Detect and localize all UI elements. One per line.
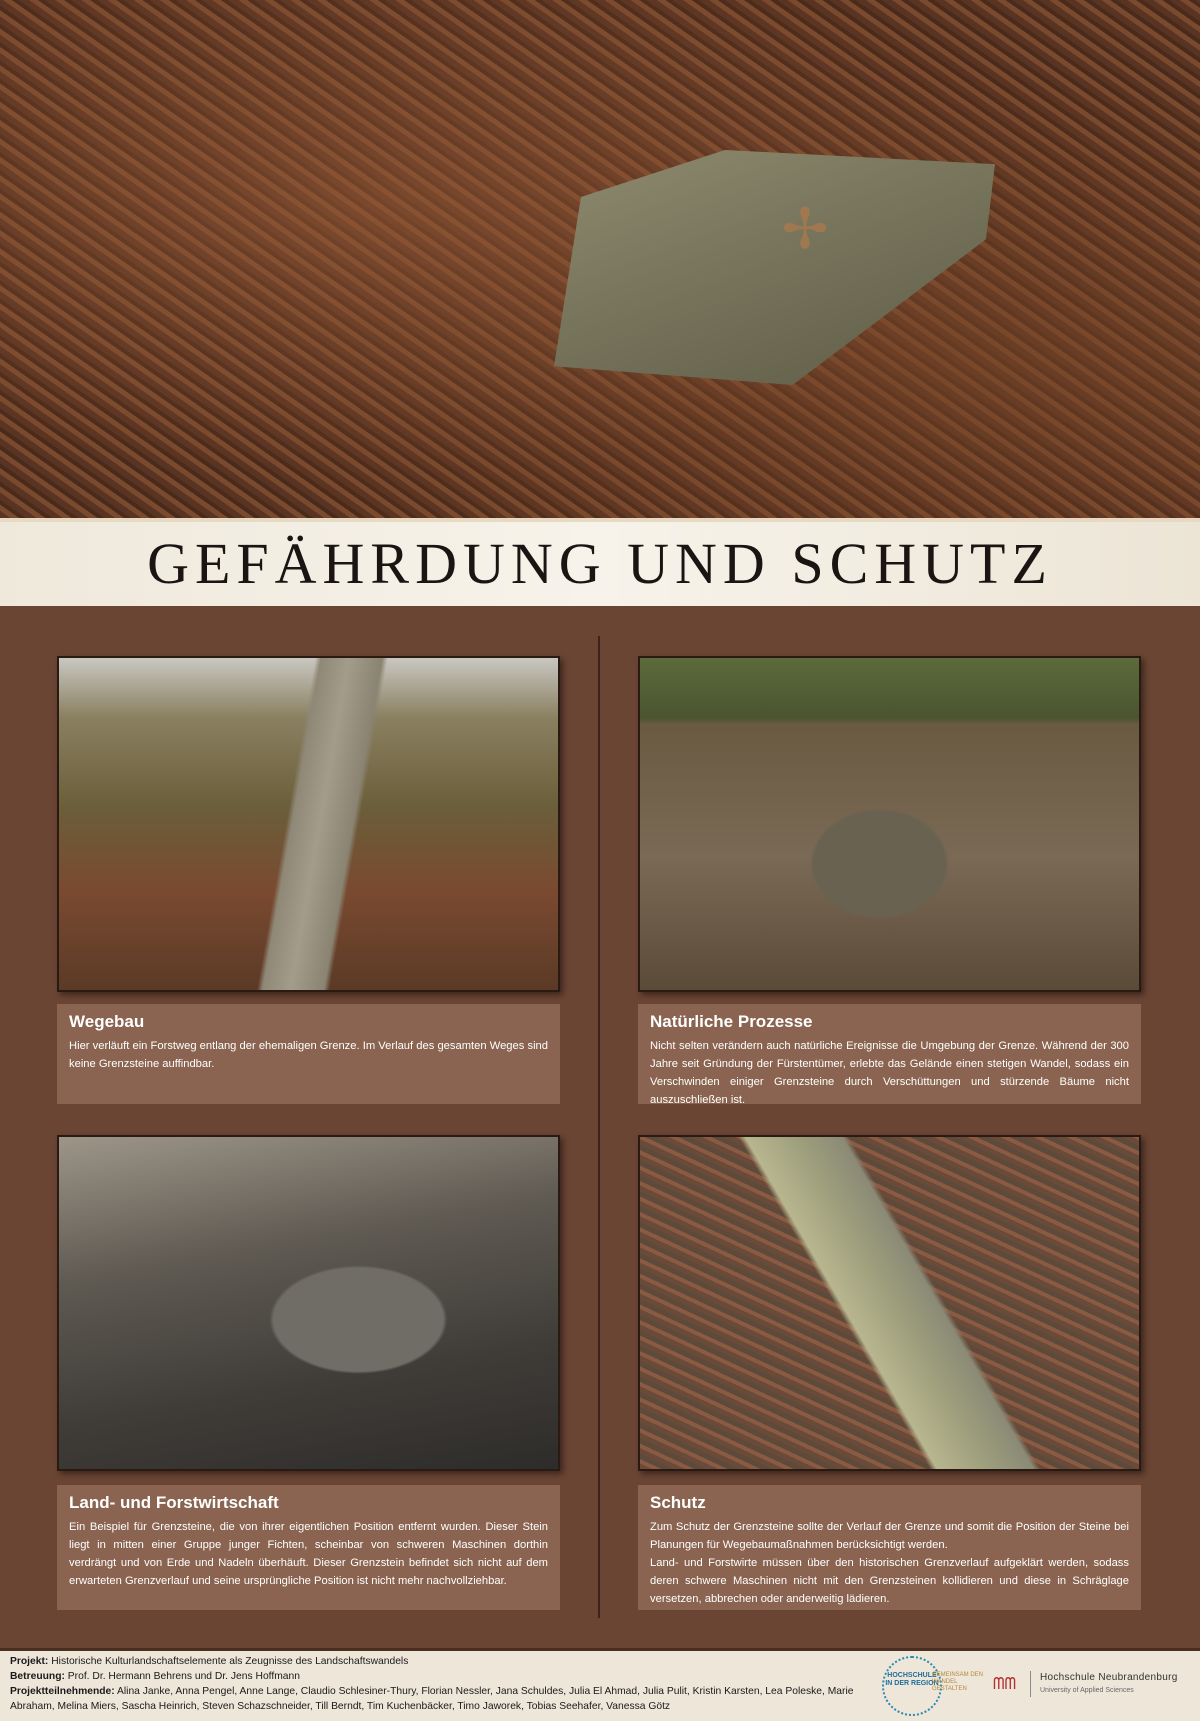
caption-natuerliche-prozesse: [638, 1004, 1141, 1104]
header-photo: [0, 0, 1200, 518]
caption-text: Hier verläuft ein Forstweg entlang der ehemaligen Grenze. Im Verlauf des gesamten Weges sind keine Grenzsteine auffindbar.: [69, 1040, 548, 1070]
hs-neubrandenburg-logo-icon: ᗰᗰ: [993, 1674, 1017, 1693]
caption-schutz: [638, 1485, 1141, 1610]
photo-natuerliche-prozesse: [638, 656, 1141, 992]
footer-projekt: Projekt: Historische Kulturlandschaftselemente als Zeugnisse des Landschaftswandels: [10, 1656, 409, 1667]
page-title: GEFÄHRDUNG UND SCHUTZ: [147, 531, 1053, 596]
caption-heading: Wegebau: [69, 1012, 145, 1031]
caption-text: Ein Beispiel für Grenzsteine, die von ihrer eigentlichen Position entfernt wurden. Dieser Stein liegt in mitten einer Gruppe junger Fichten, scheinbar von schweren Maschinen dorthin verdrängt und von Erde und Nadeln überhäuft. Dieser Grenzstein befindet sich nicht auf dem erwarteten Grenzverlauf und seine ursprüngliche Position ist nicht mehr nachvollziehbar.: [69, 1521, 548, 1587]
caption-land-forstwirtschaft: [57, 1485, 560, 1610]
caption-text: Nicht selten verändern auch natürliche Ereignisse die Umgebung der Grenze. Während der 300 Jahre seit Gründung der Fürstentümer, erlebte das Gelände einen stetigen Wandel, sodass ein Verschwinden einiger Grenzsteine durch Verschüttungen und stürzende Bäume nicht auszuschließen ist.: [650, 1040, 1129, 1106]
hochschule-in-der-region-logo: HOCHSCHULE IN DER REGION: [882, 1656, 942, 1716]
footer-teilnehmende: Projektteilnehmende: Alina Janke, Anna Pengel, Anne Lange, Claudio Schlesiner-Thury, Florian Nessler, Jana Schuldes, Julia El Ahmad, Julia Pulit, Kristin Karsten, Lea Poleske, Marie Abraham, Melina Miers, Sascha Heinrich, Steven Schazschneider, Till Berndt, Tim Kuchenbäcker, Timo Jaworek, Tobias Seehafer, Vanessa Götz: [10, 1686, 854, 1712]
hs-neubrandenburg-name: Hochschule Neubrandenburg: [1040, 1672, 1178, 1683]
logo1-tagline: GEMEINSAM DEN WANDEL GESTALTEN: [932, 1672, 984, 1692]
caption-text: Zum Schutz der Grenzsteine sollte der Verlauf der Grenze und somit die Position der Steine bei Planungen für Wegebaumaßnahmen berücksichtigt werden.: [650, 1521, 1129, 1551]
photo-schutz: [638, 1135, 1141, 1471]
footer-betreuung: Betreuung: Prof. Dr. Hermann Behrens und Dr. Jens Hoffmann: [10, 1671, 300, 1682]
photo-wegebau: [57, 656, 560, 992]
caption-heading: Natürliche Prozesse: [650, 1012, 813, 1031]
column-divider: [598, 636, 600, 1618]
logo-separator: [1030, 1671, 1031, 1697]
footer-credits: [10, 1654, 870, 1714]
caption-heading: Land- und Forstwirtschaft: [69, 1493, 279, 1512]
boundary-stone: [545, 150, 995, 385]
caption-wegebau: [57, 1004, 560, 1104]
caption-heading: Schutz: [650, 1493, 706, 1512]
photo-land-forstwirtschaft: [57, 1135, 560, 1471]
caption-text-2: Land- und Forstwirte müssen über den historischen Grenzverlauf aufgeklärt werden, sodass deren schwere Maschinen nicht mit den Grenzsteinen kollidieren und diese in Schräglage versetzen, abbrechen oder anderweitig lädieren.: [650, 1557, 1129, 1605]
cross-mark-icon: ✢: [781, 197, 829, 262]
hs-neubrandenburg-subtitle: University of Applied Sciences: [1040, 1687, 1134, 1694]
